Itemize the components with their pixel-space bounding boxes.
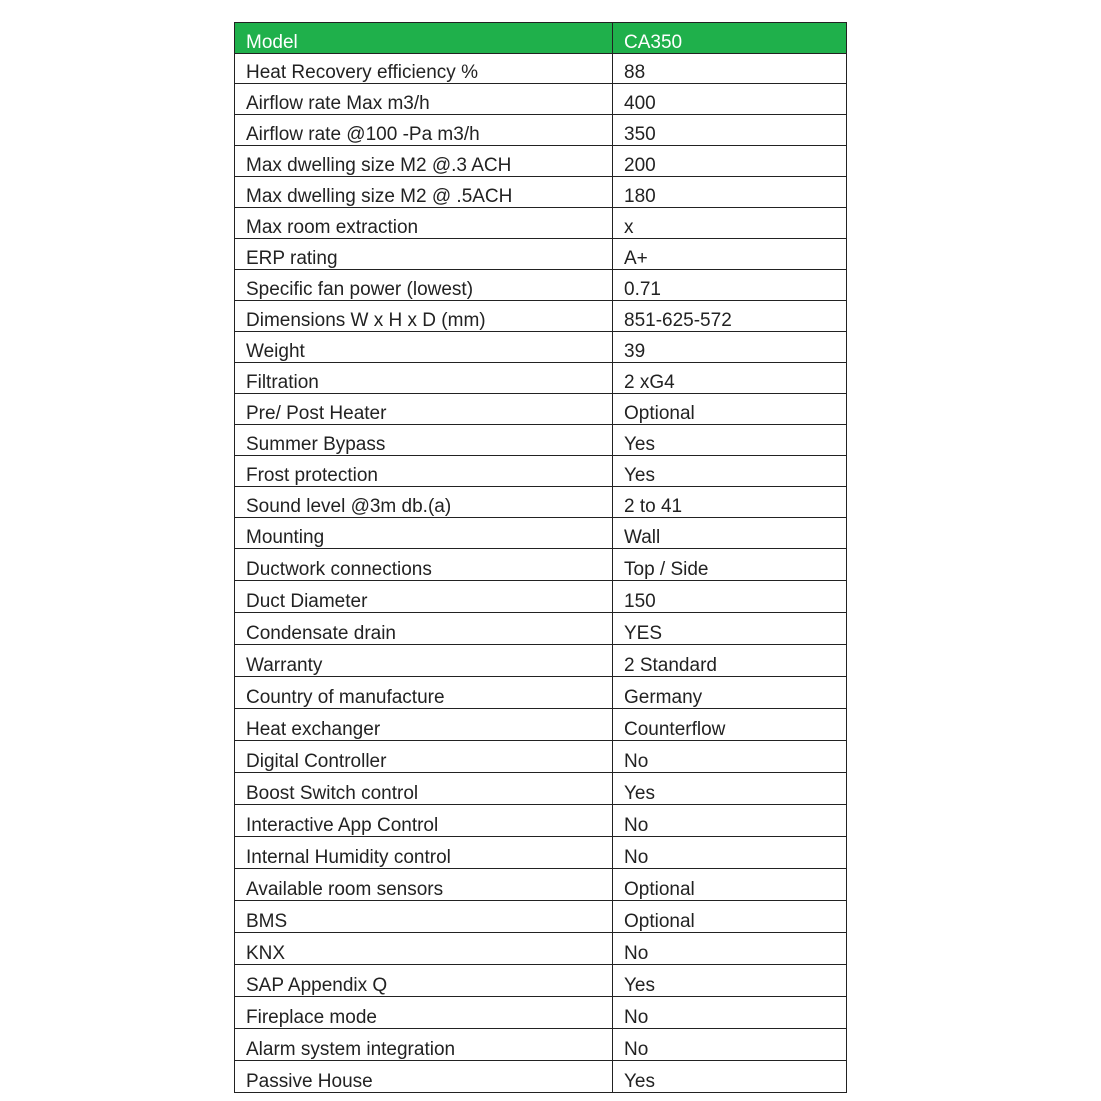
row-label: Specific fan power (lowest) — [235, 270, 613, 301]
row-label: Heat Recovery efficiency % — [235, 54, 613, 84]
table-row — [235, 487, 847, 518]
header-label: Model — [235, 23, 613, 54]
spec-table — [234, 22, 847, 1093]
row-value: YES — [613, 613, 847, 645]
header-value: CA350 — [613, 23, 847, 54]
row-label: SAP Appendix Q — [235, 965, 613, 997]
row-value: No — [613, 837, 847, 869]
row-label: Alarm system integration — [235, 1029, 613, 1061]
row-value: No — [613, 741, 847, 773]
row-value: 0.71 — [613, 270, 847, 301]
table-row — [235, 581, 847, 613]
row-label: ERP rating — [235, 239, 613, 270]
table-row — [235, 869, 847, 901]
row-value: No — [613, 997, 847, 1029]
row-label: Passive House — [235, 1061, 613, 1093]
row-value: 150 — [613, 581, 847, 613]
row-value: Optional — [613, 869, 847, 901]
row-label: Interactive App Control — [235, 805, 613, 837]
row-value: 88 — [613, 54, 847, 84]
table-row — [235, 837, 847, 869]
table-row — [235, 805, 847, 837]
row-value: A+ — [613, 239, 847, 270]
row-value: 2 Standard — [613, 645, 847, 677]
table-row — [235, 425, 847, 456]
table-row — [235, 901, 847, 933]
row-label: Max room extraction — [235, 208, 613, 239]
row-label: Fireplace mode — [235, 997, 613, 1029]
row-value: 400 — [613, 84, 847, 115]
row-value: 350 — [613, 115, 847, 146]
row-label: BMS — [235, 901, 613, 933]
table-row — [235, 394, 847, 425]
row-value: 180 — [613, 177, 847, 208]
row-value: Yes — [613, 425, 847, 456]
row-label: Filtration — [235, 363, 613, 394]
row-value: x — [613, 208, 847, 239]
table-row — [235, 709, 847, 741]
table-row — [235, 115, 847, 146]
table-row — [235, 146, 847, 177]
row-value: No — [613, 1029, 847, 1061]
row-value: 200 — [613, 146, 847, 177]
row-label: Heat exchanger — [235, 709, 613, 741]
table-row — [235, 270, 847, 301]
table-row — [235, 84, 847, 115]
row-label: Condensate drain — [235, 613, 613, 645]
table-row — [235, 54, 847, 84]
table-row — [235, 773, 847, 805]
table-row — [235, 613, 847, 645]
table-row — [235, 301, 847, 332]
row-label: Summer Bypass — [235, 425, 613, 456]
table-row — [235, 677, 847, 709]
table-row — [235, 997, 847, 1029]
table-header-row — [235, 23, 847, 54]
row-label: Airflow rate @100 -Pa m3/h — [235, 115, 613, 146]
row-value: 39 — [613, 332, 847, 363]
row-label: Country of manufacture — [235, 677, 613, 709]
row-label: Boost Switch control — [235, 773, 613, 805]
row-value: Yes — [613, 456, 847, 487]
row-label: Frost protection — [235, 456, 613, 487]
row-label: Mounting — [235, 518, 613, 549]
table-row — [235, 332, 847, 363]
row-label: Ductwork connections — [235, 549, 613, 581]
table-row — [235, 239, 847, 270]
row-value: Top / Side — [613, 549, 847, 581]
table-row — [235, 965, 847, 997]
row-label: Duct Diameter — [235, 581, 613, 613]
row-label: Airflow rate Max m3/h — [235, 84, 613, 115]
row-value: Wall — [613, 518, 847, 549]
row-value: 2 xG4 — [613, 363, 847, 394]
table-row — [235, 177, 847, 208]
table-row — [235, 518, 847, 549]
row-label: KNX — [235, 933, 613, 965]
row-label: Sound level @3m db.(a) — [235, 487, 613, 518]
row-value: Counterflow — [613, 709, 847, 741]
row-label: Internal Humidity control — [235, 837, 613, 869]
row-label: Pre/ Post Heater — [235, 394, 613, 425]
row-label: Available room sensors — [235, 869, 613, 901]
row-value: 851-625-572 — [613, 301, 847, 332]
row-label: Dimensions W x H x D (mm) — [235, 301, 613, 332]
table-row — [235, 456, 847, 487]
row-label: Digital Controller — [235, 741, 613, 773]
row-value: Germany — [613, 677, 847, 709]
table-row — [235, 549, 847, 581]
row-label: Max dwelling size M2 @.3 ACH — [235, 146, 613, 177]
table-row — [235, 1029, 847, 1061]
row-value: Optional — [613, 394, 847, 425]
table-row — [235, 208, 847, 239]
row-value: Yes — [613, 1061, 847, 1093]
row-value: Optional — [613, 901, 847, 933]
row-label: Weight — [235, 332, 613, 363]
row-value: Yes — [613, 965, 847, 997]
table-row — [235, 741, 847, 773]
row-value: Yes — [613, 773, 847, 805]
table-row — [235, 933, 847, 965]
table-row — [235, 1061, 847, 1093]
row-label: Max dwelling size M2 @ .5ACH — [235, 177, 613, 208]
table-row — [235, 645, 847, 677]
row-value: 2 to 41 — [613, 487, 847, 518]
row-label: Warranty — [235, 645, 613, 677]
table-row — [235, 363, 847, 394]
row-value: No — [613, 933, 847, 965]
row-value: No — [613, 805, 847, 837]
